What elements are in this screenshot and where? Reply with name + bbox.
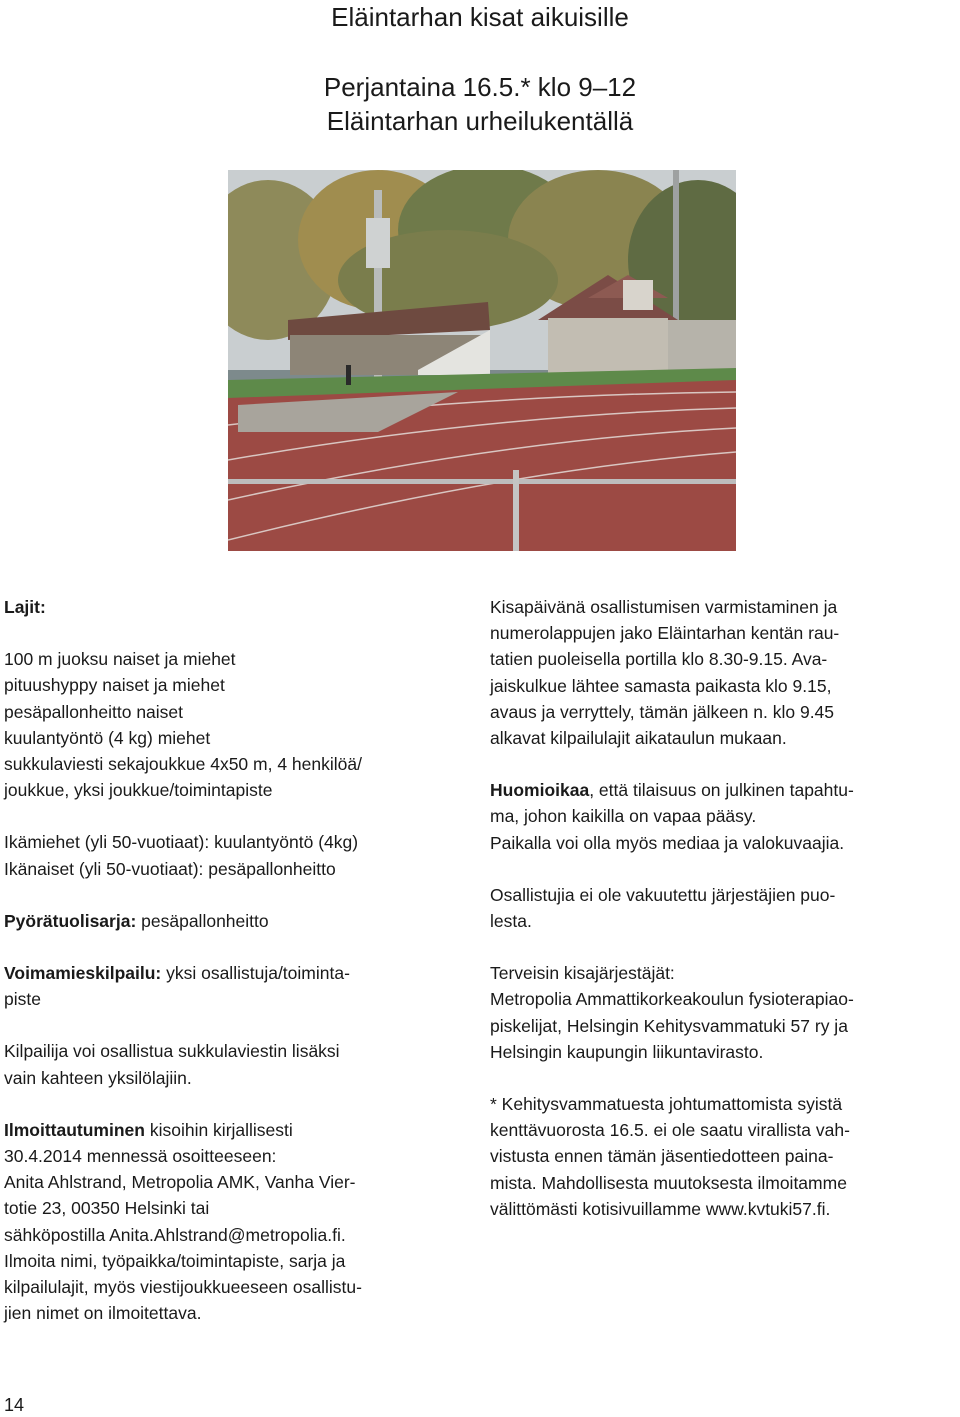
checkin-line: Kisapäivänä osallistumisen varmistaminen ja [490,597,838,617]
checkin-line: tatien puoleisella portilla klo 8.30-9.15. Ava- [490,649,828,670]
wheelchair-paragraph [4,908,472,934]
registration-label: Ilmoittautuminen [4,1119,145,1140]
page-number: 14 [4,1395,25,1415]
event-date: Perjantaina 16.5.* klo 9–12 [323,72,637,102]
registration-line: jien nimet on ilmoitettava. [4,1303,202,1324]
event-line: sukkulaviesti sekajoukkue 4x50 m, 4 henkilöä/ [4,754,362,775]
event-line: kuulantyöntö (4 kg) miehet [4,727,211,748]
note-text: , että tilaisuus on julkinen tapahtu- [589,780,854,801]
lajit-heading: Lajit: [4,597,46,617]
greetings-line: piskelijat, Helsingin Kehitysvammatuki 57 ry ja [490,1015,848,1036]
checkin-line: numerolappujen jako Eläintarhan kentän rau- [490,623,840,644]
event-line: 100 m juoksu naiset ja miehet [4,649,236,670]
greetings-line: Metropolia Ammattikorkeakoulun fysioterapiao- [490,989,854,1010]
event-line: pesäpallonheitto naiset [4,701,184,722]
registration-text: kisoihin kirjallisesti [144,1119,293,1140]
stadium-photo [228,170,736,551]
limit-line: vain kahteen yksilölajiin. [4,1067,192,1088]
footnote-line: vistusta ennen tämän jäsentiedotteen paina- [490,1146,834,1167]
note-line: ma, johon kaikilla on vapaa pääsy. [490,806,757,827]
senior-line: Ikänaiset (yli 50-vuotiaat): pesäpallonheitto [4,858,336,879]
strongman-label: Voimamieskilpailu: [4,963,162,984]
note-line: Paikalla voi olla myös mediaa ja valokuvaajia. [490,832,845,853]
event-line: joukkue, yksi joukkue/toimintapiste [4,780,273,801]
senior-line: Ikämiehet (yli 50-vuotiaat): kuulantyöntö (4kg) [4,832,359,853]
registration-line: Ilmoita nimi, työpaikka/toimintapiste, sarja ja [4,1250,346,1271]
right-column [490,594,952,1222]
left-column [4,594,472,1326]
insurance-line: Osallistujia ei ole vakuutettu järjestäjien puo- [490,884,836,905]
footnote-line: välittömästi kotisivuillamme www.kvtuki57.fi. [490,1198,831,1219]
greetings-heading: Terveisin kisajärjestäjät: [490,963,675,984]
page-title: Eläintarhan kisat aikuisille [331,2,629,32]
event-line: pituushyppy naiset ja miehet [4,675,225,696]
registration-paragraph [4,1117,472,1143]
registration-line: 30.4.2014 mennessä osoitteeseen: [4,1146,277,1167]
event-venue: Eläintarhan urheilukentällä [326,106,634,136]
note-label: Huomioikaa [490,780,590,801]
registration-line: sähköpostilla Anita.Ahlstrand@metropolia.fi. [4,1224,346,1245]
footnote-line: * Kehitysvammatuesta johtumattomista syistä [490,1094,843,1115]
footnote-line: mista. Mahdollisesta muutoksesta ilmoitamme [490,1172,847,1193]
wheelchair-label: Pyörätuolisarja: [4,910,137,931]
checkin-line: avaus ja verryttely, tämän jälkeen n. klo 9.45 [490,701,835,722]
footnote-line: kenttävuorosta 16.5. ei ole saatu virallista vah- [490,1120,850,1141]
wheelchair-text: pesäpallonheitto [136,910,269,931]
strongman-paragraph [4,960,472,986]
greetings-line: Helsingin kaupungin liikuntavirasto. [490,1041,764,1062]
insurance-line: lesta. [490,911,532,932]
note-paragraph [490,777,952,803]
registration-line: Anita Ahlstrand, Metropolia AMK, Vanha Vier- [4,1172,356,1193]
registration-line: kilpailulajit, myös viestijoukkueeseen osallistu- [4,1277,362,1298]
checkin-line: jaiskulkue lähtee samasta paikasta klo 9.15, [490,675,832,696]
strongman-text: yksi osallistuja/toiminta- [161,963,350,984]
registration-line: totie 23, 00350 Helsinki tai [4,1198,210,1219]
limit-line: Kilpailija voi osallistua sukkulaviestin lisäksi [4,1041,340,1062]
strongman-text-line: piste [4,989,41,1010]
checkin-line: alkavat kilpailulajit aikataulun mukaan. [490,728,787,749]
